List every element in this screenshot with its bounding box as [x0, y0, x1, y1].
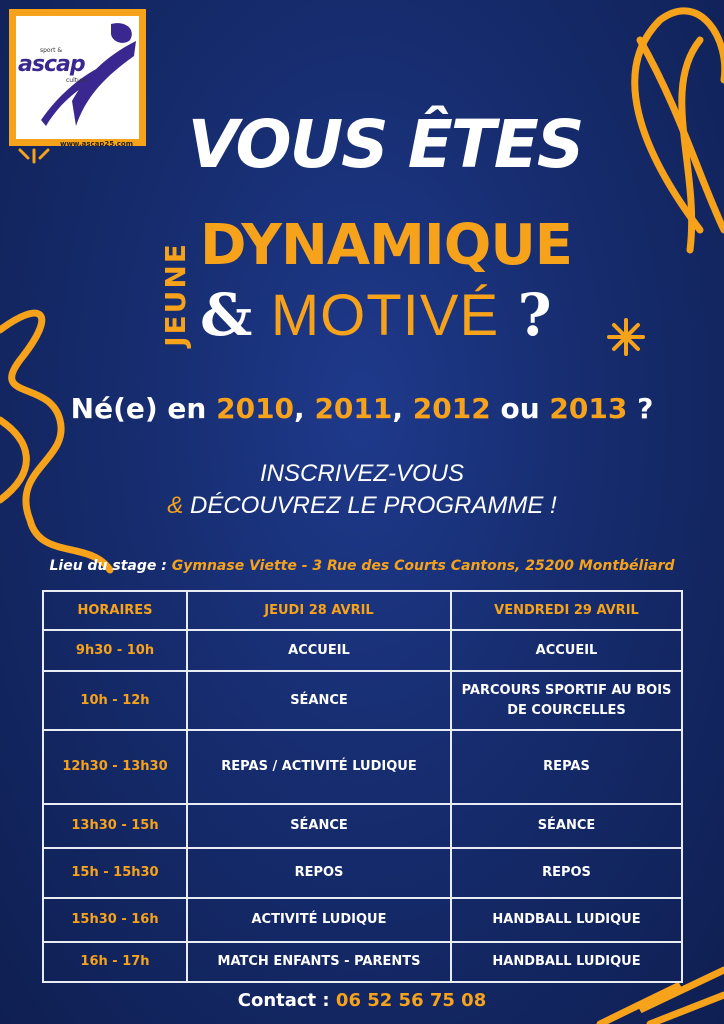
header-friday: VENDREDI 29 AVRIL [451, 591, 682, 630]
contact-label: Contact : [237, 990, 330, 1011]
location-label: Lieu du stage : [49, 558, 167, 574]
logo-panel [16, 16, 139, 139]
born-sep1: , [294, 392, 305, 425]
row-friday: REPOS [451, 848, 682, 898]
table-row [43, 942, 682, 982]
row-friday: PARCOURS SPORTIF AU BOIS DE COURCELLES [451, 671, 682, 730]
cta-line1: INSCRIVEZ-VOUS [259, 460, 465, 487]
star-icon [609, 320, 643, 354]
headline-motive-line [200, 281, 552, 349]
row-time: 13h30 - 15h [43, 804, 187, 848]
row-thursday: ACTIVITÉ LUDIQUE [187, 898, 451, 942]
row-time: 9h30 - 10h [43, 630, 187, 671]
schedule-table [42, 590, 683, 983]
born-sep2: , [392, 392, 404, 425]
born-suffix: ? [637, 392, 654, 425]
row-thursday: ACCUEIL [187, 630, 451, 671]
header-horaires: HORAIRES [43, 591, 187, 630]
row-friday: ACCUEIL [451, 630, 682, 671]
jeune-text: JEUNE [159, 242, 192, 347]
row-friday: SÉANCE [451, 804, 682, 848]
row-thursday: SÉANCE [187, 804, 451, 848]
row-time: 15h - 15h30 [43, 848, 187, 898]
row-thursday: REPAS / ACTIVITÉ LUDIQUE [187, 730, 451, 804]
year-2012: 2012 [412, 392, 491, 425]
table-row [43, 730, 682, 804]
logo-tagline-bottom: culture [66, 77, 87, 84]
contact-phone[interactable]: 06 52 56 75 08 [335, 990, 487, 1011]
year-2013: 2013 [549, 392, 628, 425]
table-row [43, 898, 682, 942]
cta-line2: DÉCOUVREZ LE PROGRAMME ! [189, 492, 557, 520]
birth-years-line [0, 392, 724, 426]
header-thursday: JEUDI 28 AVRIL [187, 591, 451, 630]
headline-motive: MOTIVÉ [270, 283, 500, 348]
born-conj: ou [500, 392, 540, 425]
row-thursday: SÉANCE [187, 671, 451, 730]
table-row [43, 671, 682, 730]
location-line [0, 558, 724, 574]
row-time: 15h30 - 16h [43, 898, 187, 942]
row-friday: HANDBALL LUDIQUE [451, 898, 682, 942]
row-friday: HANDBALL LUDIQUE [451, 942, 682, 982]
small-burst-icon [20, 150, 48, 162]
year-2010: 2010 [216, 392, 295, 425]
cta-amp: & [167, 492, 184, 520]
location-value: Gymnase Viette - 3 Rue des Courts Cantons, 25200 Montbéliard [171, 558, 675, 574]
ascap-logo [9, 9, 146, 146]
headline-dynamique: DYNAMIQUE [200, 213, 573, 278]
call-to-action [0, 458, 724, 523]
row-thursday: REPOS [187, 848, 451, 898]
row-time: 10h - 12h [43, 671, 187, 730]
born-prefix: Né(e) en [70, 392, 207, 425]
logo-tagline-top: sport & [40, 47, 63, 54]
table-row [43, 630, 682, 671]
headline-question: ? [517, 281, 552, 349]
schedule-header-row [43, 591, 682, 630]
logo-brand: ascap [18, 52, 85, 77]
row-friday: REPAS [451, 730, 682, 804]
contact-line [0, 990, 724, 1011]
cta-line2-wrap [0, 490, 724, 522]
year-2011: 2011 [314, 392, 393, 425]
row-thursday: MATCH ENFANTS - PARENTS [187, 942, 451, 982]
logo-url: www.ascap25.com [60, 140, 134, 148]
headline-ampersand: & [200, 281, 253, 349]
row-time: 16h - 17h [43, 942, 187, 982]
headline-line1: VOUS ÊTES [187, 106, 583, 183]
table-row [43, 848, 682, 898]
table-row [43, 804, 682, 848]
headline-vertical-word [156, 226, 196, 361]
row-time: 12h30 - 13h30 [43, 730, 187, 804]
